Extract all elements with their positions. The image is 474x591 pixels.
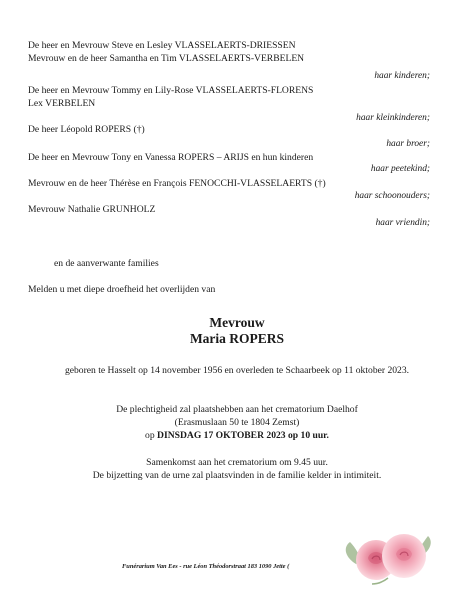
family-line: Mevrouw en de heer Thérèse en François FENOCCHI-VLASSELAERTS (†) <box>28 178 326 189</box>
funeral-home-footer: Funérarium Van Ees - rue Léon Théodorstraat 183 1090 Jette ( <box>122 563 290 570</box>
family-line: Mevrouw Nathalie GRUNHOLZ <box>28 204 156 215</box>
ceremony-line-3 <box>0 430 474 442</box>
families-text: en de aanverwante families <box>54 258 159 269</box>
deceased-title: Mevrouw <box>209 315 265 330</box>
ceremony-line-1: De plechtigheid zal plaatshebben aan het crematorium Daelhof <box>116 404 358 415</box>
birth-death-text: geboren te Hasselt op 14 november 1956 en overleden te Schaarbeek op 11 oktober 2023. <box>64 365 410 376</box>
relation-label: haar broer; <box>386 139 430 149</box>
ceremony-date: DINSDAG 17 OKTOBER 2023 op 10 uur. <box>157 430 329 441</box>
family-line: De heer Léopold ROPERS (†) <box>28 124 145 135</box>
relation-label: haar vriendin; <box>375 218 430 228</box>
family-line: De heer en Mevrouw Tony en Vanessa ROPERS – ARIJS en hun kinderen <box>28 152 314 163</box>
relation-label: haar peetekind; <box>370 164 430 174</box>
gathering-line-1: Samenkomst aan het crematorium om 9.45 uur. <box>146 457 328 468</box>
deceased-name: Maria ROPERS <box>189 331 285 346</box>
gathering-line-2: De bijzetting van de urne zal plaatsvinden in de familie kelder in intimiteit. <box>92 470 382 481</box>
relation-label: haar schoonouders; <box>354 191 430 201</box>
rose-flowers-icon <box>338 518 438 586</box>
announce-text: Melden u met diepe droefheid het overlijden van <box>28 284 216 295</box>
relation-label: haar kleinkinderen; <box>356 113 430 123</box>
ceremony-line-2: (Erasmuslaan 50 te 1804 Zemst) <box>174 417 300 428</box>
relation-label: haar kinderen; <box>374 71 430 81</box>
family-line: De heer en Mevrouw Tommy en Lily-Rose VLASSELAERTS-FLORENS <box>28 85 314 96</box>
family-line: Lex VERBELEN <box>28 98 96 109</box>
family-line: Mevrouw en de heer Samantha en Tim VLASSELAERTS-VERBELEN <box>28 53 305 64</box>
ceremony-prefix: op <box>145 430 158 441</box>
family-line: De heer en Mevrouw Steve en Lesley VLASSELAERTS-DRIESSEN <box>28 40 296 51</box>
